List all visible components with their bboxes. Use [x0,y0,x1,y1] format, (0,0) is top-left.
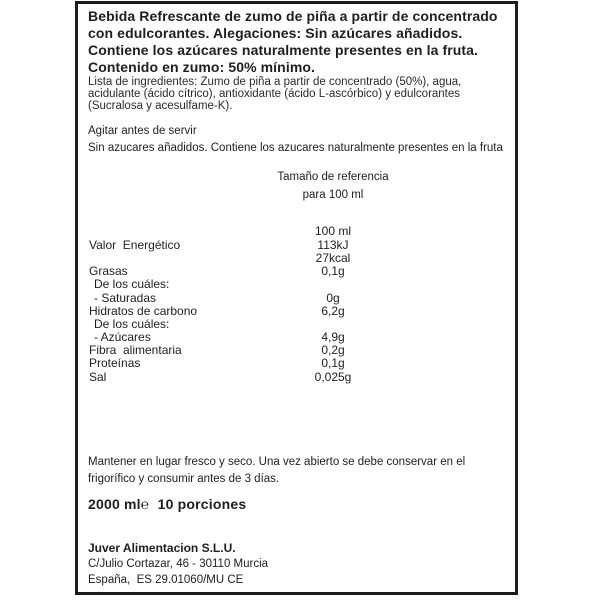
nutrition-column-header-label: 100 ml [314,224,352,238]
nutrition-row [78,239,515,252]
product-title-line: Contiene los azúcares naturalmente presentes en la fruta. [88,42,479,58]
nutrition-value: 0g [326,290,340,305]
product-title [88,8,498,76]
product-title-line: con edulcorantes. Alegaciones: Sin azúcares añadidos. [88,25,463,41]
manufacturer-registration: España, ES 29.01060/MU CE [88,574,244,586]
nutrition-column-header [78,224,515,238]
nutrition-value: 4,9g [321,330,345,345]
nutrition-label: Fibra alimentaria [89,343,182,358]
nutrition-value: 27kcal [315,251,351,266]
product-title-line: Bebida Refrescante de zumo de piña a partir de concentrado [88,8,498,24]
nutrition-label: Sal [89,369,107,384]
nutrition-label: Valor Energético [89,238,181,252]
nutrition-row [78,278,515,291]
ingredients-list [88,76,461,112]
servings-count: 10 porciones [157,496,247,512]
estimated-sign-icon: ℮ [140,496,150,512]
nutrition-value: 6,2g [321,303,345,318]
nutrition-value: 113kJ [317,238,349,252]
volume-value: 2000 ml [88,496,141,512]
nutrition-value: 0,2g [321,343,345,358]
manufacturer-info [88,540,268,588]
nutrition-value: 0,1g [321,356,345,371]
storage-line: Mantener en lugar fresco y seco. Una vez abierto se debe conservar en el [88,456,466,468]
nutrition-header-spacer [78,224,267,238]
nutrition-label: Hidratos de carbono [89,303,198,318]
reference-size [88,169,508,204]
net-quantity [88,496,246,512]
nutrition-value: 0,025g [314,369,352,384]
manufacturer-address: C/Julio Cortazar, 46 - 30110 Murcia [88,558,269,570]
nutrition-row [78,344,515,357]
nutrition-row [78,252,515,265]
product-label-box [75,1,518,595]
nutrition-value: 0,1g [321,264,345,279]
ingredients-line: Lista de ingredientes: Zumo de piña a partir de concentrado (50%), agua, [88,76,462,88]
no-sugar-statement: Sin azucares añadidos. Contiene los azucares naturalmente presentes en la fruta [88,141,503,154]
shake-instruction: Agitar antes de servir [88,125,197,137]
nutrition-value [267,278,399,291]
nutrition-label: - Saturadas [94,290,157,305]
nutrition-row [78,292,515,305]
storage-instructions [88,454,465,488]
ingredients-line: acidulante (ácido cítrico), antioxidante (ácido L-ascórbico) y edulcorantes [88,88,461,100]
nutrition-label: Grasas [89,264,128,279]
nutrition-label: De los cuáles: [94,277,170,292]
nutrition-table [78,224,515,384]
storage-line: frigorífico y consumir antes de 3 días. [88,472,280,485]
nutrition-label: De los cuáles: [94,316,170,331]
quantity-gap [149,496,157,512]
nutrition-row [78,305,515,318]
product-title-line: Contenido en zumo: 50% mínimo. [88,59,316,75]
nutrition-label: - Azúcares [94,330,151,345]
nutrition-row [78,357,515,370]
ingredients-line: (Sucralosa y acesulfame-K). [88,100,233,112]
usage-instructions [88,123,503,156]
reference-size-line: Tamaño de referencia [277,171,389,183]
nutrition-row [78,371,515,384]
nutrition-label: Proteínas [89,356,141,371]
reference-size-line: para 100 ml [302,188,364,201]
manufacturer-name: Juver Alimentacion S.L.U. [88,541,236,555]
